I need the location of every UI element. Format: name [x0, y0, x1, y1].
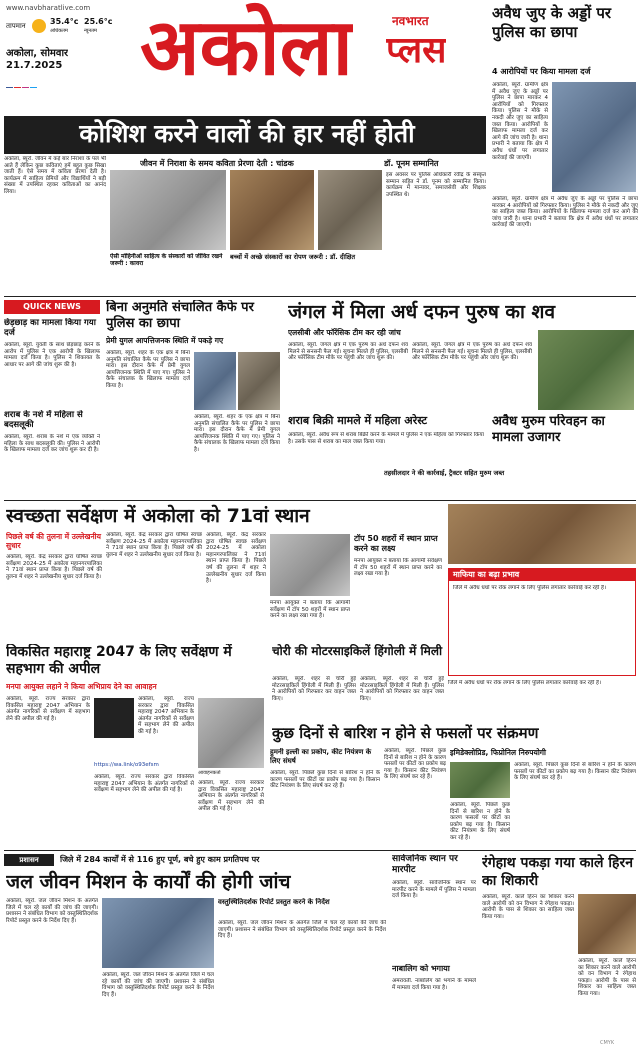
story-liquor — [286, 414, 486, 500]
headline: जंगल में मिला अर्ध दफन पुरुष का शव — [288, 301, 556, 323]
body-cont: अकोला, ब्यूरो. राज्य सरकार द्वारा विकसित महाराष्ट्र 2047 अभियान के अंतर्गत नागरिकों से सर्वेक्षण में सहभाग लेने की अपील की गई है। — [138, 696, 194, 735]
lead-caption-1: ऐसी मोहिनीओं साहित्य के संस्कारों को जीवित रखने जरूरी : कावरा — [110, 253, 223, 267]
body-cont-2: अकोला, ब्यूरो. पिछले कुछ दिनों से बारिश न होने के कारण फसलों पर कीटों का प्रकोप बढ़ गया है। किसान कीट नियंत्रण के लिए संघर्ष कर रहे हैं। — [514, 762, 636, 782]
story-rain — [104, 724, 636, 848]
lead-subhead: जीवन में निराशा के समय कविता प्रेरणा देती : चांडक — [140, 159, 294, 168]
body2: अमरावती. नाबालिग को भगाने के मामले में मामला दर्ज किया गया है। — [392, 978, 476, 991]
body-cont: अकोला, ब्यूरो. पिछले कुछ दिनों से बारिश न होने के कारण फसलों पर कीटों का प्रकोप बढ़ गया है। किसान कीट नियंत्रण के लिए संघर्ष कर रहे हैं। — [384, 748, 446, 781]
quick-item-1-body: अकोला, ब्यूरो. युवती के साथ छेड़छाड़ करने के आरोप में पुलिस ने एक आरोपी के खिलाफ मामला दर्ज किया है। पुलिस ने शिकायत के आधार पर आगे की जांच शुरू की है। — [4, 342, 100, 368]
divider — [4, 500, 636, 501]
subhead: वस्तुस्थितिदर्शक रिपोर्ट प्रस्तुत करने के निर्देश — [218, 898, 330, 906]
sub-left: हुमनी इल्ली का प्रकोप, कीट नियंत्रण के लिए संघर्ष — [270, 748, 372, 765]
story-cleanliness — [4, 504, 444, 640]
story-jal — [4, 854, 386, 1044]
brand-big: प्लस — [386, 30, 447, 71]
temp-min: 25.6°c — [84, 17, 113, 26]
lead-photo-name: डॉ. पूनम सम्मानित — [384, 159, 439, 168]
body: अकोला, ब्यूरो. केंद्र सरकार द्वारा घोषित स्वच्छ सर्वेक्षण 2024-25 में अकोला महानगरपालिका ने 71वां स्थान प्राप्त किया है। पिछले वर्ष की तुलना में शहर ने उल्लेखनीय सुधार दर्ज किया है। — [6, 554, 102, 580]
body-cont: अकोला, ब्यूरो. जल जीवन मिशन के अंतर्गत जिले में चल रहे कार्यों की जांच की जाएगी। प्रशासन ने संबंधित विभाग को वस्तुस्थितिदर्शक रिपोर्ट प्रस्तुत करने के निर्देश दिए हैं। — [102, 972, 214, 998]
quick-item-2-body: अकोला, ब्यूरो. शराब के नशे में एक व्यक्ति ने महिला के साथ बदसलूकी की। पुलिस ने आरोपी के खिलाफ मामला दर्ज कर जांच शुरू कर दी है। — [4, 434, 100, 454]
social-icons — [6, 79, 66, 88]
photo-body: मनपा आयुक्त ने बताया कि आगामी सर्वेक्षण में टॉप 50 शहरों में स्थान प्राप्त करने का लक्ष्य रखा गया है। — [270, 600, 350, 620]
headline: कुछ दिनों से बारिश न होने से फसलों पर संक्रमण — [272, 724, 539, 742]
headline: स्वच्छता सर्वेक्षण में अकोला को 71वां स्थान — [6, 505, 310, 527]
weather-label: तापमान — [6, 22, 26, 30]
body: अकोला, ब्यूरो. काले हिरन का शिकार करने वाले आरोपी को वन विभाग ने रंगेहाथ पकड़ा। आरोपी के पास से शिकार का साहित्य जब्त किया गया। — [482, 894, 574, 920]
story-public-place — [390, 854, 476, 1044]
police-photo — [552, 82, 636, 192]
subhead: 4 आरोपियों पर किया मामला दर्ज — [492, 67, 591, 76]
lead-photo-3 — [318, 170, 382, 250]
story-jungle — [286, 300, 636, 412]
mafia-box-body: जिले में अवैध धंधों पर रोक लगाने के लिए पुलिस लगातार कार्रवाई कर रही है। — [453, 585, 607, 591]
cafe-photo-1 — [194, 352, 236, 410]
headline: बिना अनुमति संचालित कैफे पर पुलिस का छापा — [106, 300, 254, 331]
issue-date: 21.7.2025 — [6, 60, 63, 71]
vision-link[interactable]: https://wa.link/o93efsm — [94, 762, 159, 768]
temp-max-label: अधिकतम — [50, 28, 68, 34]
body: अकोला, ब्यूरो. अवैध रूप से शराब बिक्री करने के मामले में पुलिस ने एक महिला को गिरफ्तार किया है। उसके पास से शराब का माल जब्त किया गया। — [288, 432, 484, 445]
story-cafe — [104, 300, 282, 500]
quick-news-label: QUICK NEWS — [4, 300, 100, 314]
jal-kicker: जिले में 284 कार्यों में से 116 हुए पूर्ण, बचे हुए काम प्रगतिपथ पर — [60, 855, 260, 864]
left-subhead: पिछले वर्ष की तुलना में उल्लेखनीय सुधार — [6, 532, 101, 550]
body: अकोला, ब्यूरो. पिछले कुछ दिनों से बारिश न होने के कारण फसलों पर कीटों का प्रकोप बढ़ गया है। किसान कीट नियंत्रण के लिए संघर्ष कर रहे हैं। — [270, 770, 380, 790]
headline: रंगेहाथ पकड़ा गया काले हिरन का शिकारी — [482, 855, 633, 889]
headline: अवैध मुरुम परिवहन का मामला उजागर — [492, 414, 605, 445]
page-color-mark: CMYK — [600, 1040, 615, 1046]
body-cont-3: अकोला, ब्यूरो. पिछले कुछ दिनों से बारिश न होने के कारण फसलों पर कीटों का प्रकोप बढ़ गया है। किसान कीट नियंत्रण के लिए संघर्ष कर रहे हैं। — [450, 802, 510, 841]
crop-photo — [450, 762, 510, 798]
lead-banner — [4, 116, 486, 154]
body-cont: अकोला, ब्यूरो. जंगल क्षेत्र में एक पुरुष का अर्ध दफन शव मिलने से सनसनी फैल गई। सूचना मिलते ही पुलिस, एलसीबी और फॉरेंसिक टीम मौके पर पहुंची और जांच शुरू की। — [412, 342, 532, 362]
lead-photo-1 — [110, 170, 226, 250]
municipal-photo — [270, 534, 350, 596]
city-day: अकोला, सोमवार — [6, 48, 69, 59]
body: अकोला, ब्यूरो. शहर से चोरी हुई मोटरसाइकिलें हिंगोली में मिली हैं। पुलिस ने आरोपियों को गिरफ्तार कर वाहन जब्त किए। — [272, 676, 356, 702]
right-column-body: जिले में अवैध धंधों पर रोक लगाने के लिए पुलिस लगातार कार्रवाई कर रही है। — [448, 680, 602, 686]
weather-widget — [6, 16, 116, 42]
photo-caption: आवाहनकर्ता — [198, 770, 221, 776]
sub2: नाबालिग को भगाया — [392, 964, 450, 973]
website-url[interactable]: www.navbharatlive.com — [6, 4, 91, 12]
sub-right: इमिडेक्लोप्रिड, फिप्रोनिल निरुपयोगी — [450, 748, 546, 757]
story-deer — [480, 854, 636, 1044]
body-cont-2: अकोला, ब्यूरो. राज्य सरकार द्वारा विकसित महाराष्ट्र 2047 अभियान के अंतर्गत नागरिकों से सर्वेक्षण में सहभाग लेने की अपील की गई है। — [94, 774, 194, 794]
quick-item-1-title: छेड़छाड़ का मामला किया गया दर्ज — [4, 318, 96, 338]
headline: विकसित महाराष्ट्र 2047 के लिए सर्वेक्षण में सहभाग की अपील — [6, 644, 232, 677]
story-gambling — [488, 0, 640, 260]
lead-caption-2: बच्चों में अच्छे संस्कारों का रोपण जरूरी : डॉ. दीक्षित — [230, 253, 356, 261]
mafia-box-title: माफिया का बढ़ा प्रभाव — [449, 569, 635, 581]
mafia-box — [448, 568, 636, 676]
lead-headline: कोशिश करने वालों की हार नहीं होती — [79, 119, 415, 148]
quick-news-column — [4, 300, 100, 500]
headline: अवैध जुए के अड्डों पर पुलिस का छापा — [492, 4, 611, 41]
headline: जल जीवन मिशन के कार्यों की होगी जांच — [6, 871, 291, 893]
body: अकोला, ब्यूरो. ग्रामीण क्षेत्र में अवैध जुए के अड्डों पर पुलिस ने छापा मारकर 4 आरोपियों को गिरफ्तार किया। पुलिस ने मौके से नकदी और जुए का साहित्य जब्त किया। आरोपियों के खिलाफ मामला दर्ज कर आगे की जांच जारी है। थाना प्रभारी ने बताया कि क्षेत्र में अवैध धंधों पर लगातार कार्रवाई की जाएगी। — [492, 82, 548, 161]
temp-min-label: न्यूनतम — [84, 28, 97, 34]
sun-icon — [32, 19, 46, 33]
body-cont-2: अकोला, ब्यूरो. केंद्र सरकार द्वारा घोषित स्वच्छ सर्वेक्षण 2024-25 में अकोला महानगरपालिका ने 71वां स्थान प्राप्त किया है। पिछले वर्ष की तुलना में शहर ने उल्लेखनीय सुधार दर्ज किया है। — [206, 532, 266, 585]
body-cont: अकोला, ब्यूरो. ग्रामीण क्षेत्र में अवैध जुए के अड्डों पर पुलिस ने छापा मारकर 4 आरोपियों को गिरफ्तार किया। पुलिस ने मौके से नकदी और जुए का साहित्य जब्त किया। आरोपियों के खिलाफ मामला दर्ज कर आगे की जांच जारी है। थाना प्रभारी ने बताया कि क्षेत्र में अवैध धंधों पर लगातार कार्रवाई की जाएगी। — [492, 196, 638, 229]
youtube-icon[interactable] — [14, 87, 21, 88]
headline: चोरी की मोटरसाइकिलें हिंगोली में मिली — [272, 644, 443, 658]
body-cont: अकोला, ब्यूरो. शहर से चोरी हुई मोटरसाइकिलें हिंगोली में मिली हैं। पुलिस ने आरोपियों को गिरफ्तार कर वाहन जब्त किए। — [360, 676, 444, 702]
twitter-icon[interactable] — [30, 87, 37, 88]
instagram-icon[interactable] — [22, 87, 29, 88]
body-cont-3: अकोला, ब्यूरो. राज्य सरकार द्वारा विकसित महाराष्ट्र 2047 अभियान के अंतर्गत नागरिकों से सर्वेक्षण में सहभाग लेने की अपील की गई है। — [198, 780, 264, 813]
newspaper-title: अकोला — [140, 2, 353, 93]
body-cont: अकोला, ब्यूरो. केंद्र सरकार द्वारा घोषित स्वच्छ सर्वेक्षण 2024-25 में अकोला महानगरपालिका ने 71वां स्थान प्राप्त किया है। पिछले वर्ष की तुलना में शहर ने उल्लेखनीय सुधार दर्ज किया है। — [106, 532, 202, 558]
subhead: एलसीबी और फॉरेंसिक टीम कर रही जांच — [288, 328, 401, 337]
body-cont-2: अकोला, ब्यूरो. जल जीवन मिशन के अंतर्गत जिले में चल रहे कार्यों की जांच की जाएगी। प्रशासन ने संबंधित विभाग को वस्तुस्थितिदर्शक रिपोर्ट प्रस्तुत करने के निर्देश दिए हैं। — [218, 920, 386, 940]
headline: शराब बिक्री मामले में महिला अरेस्ट — [288, 414, 428, 427]
tractor-photo — [448, 504, 636, 564]
quick-item-2-title: शराब के नशे में महिला से बदसलूकी — [4, 410, 83, 430]
body: अकोला, ब्यूरो. जल जीवन मिशन के अंतर्गत जिले में चल रहे कार्यों की जांच की जाएगी। प्रशासन ने संबंधित विभाग को वस्तुस्थितिदर्शक रिपोर्ट प्रस्तुत करने के निर्देश दिए हैं। — [6, 898, 98, 924]
lead-body-right: इस अवसर पर पुलिस अधिकारी रवींद्र के संस्कृत सम्मान सहित ने डॉ. पूनम को सम्मानित किया। कार्यक्रम में मान्यवर, समाजसेवी और शिक्षक उपस्थित थे। — [386, 172, 486, 198]
body-cont: अकोला, ब्यूरो. काले हिरन का शिकार करने वाले आरोपी को वन विभाग ने रंगेहाथ पकड़ा। आरोपी के पास से शिकार का साहित्य जब्त किया गया। — [578, 958, 636, 997]
story-murum — [490, 414, 636, 500]
lead-body: अकोला, ब्यूरो. जीवन में कई बार निराशा के पल भी आते हैं लेकिन कुछ कविताएं हमें बहुत कुछ सिखा जाती हैं। ऐसे समय में कविता प्रेरणा देती है। कार्यक्रम में साहित्य प्रेमियों और विद्यार्थियों ने बड़ी संख्या में उपस्थित रहकर कविताओं का आनंद लिया। — [4, 156, 106, 195]
subhead: मनपा आयुक्त लहाने ने किया अभिप्राय देने का आवाहन — [6, 682, 157, 691]
facebook-icon[interactable] — [6, 87, 13, 88]
cafe-photo-2 — [238, 352, 280, 410]
divider — [4, 296, 636, 297]
body: अकोला, ब्यूरो. सार्वजनिक स्थान पर मारपीट करने के मामले में पुलिस ने मामला दर्ज किया है। — [392, 880, 476, 900]
lead-photo-2 — [230, 170, 314, 250]
masthead — [0, 0, 490, 98]
deer-photo — [578, 894, 636, 954]
jal-photo — [102, 898, 214, 968]
murum-subhead: तहसीलदार ने की कार्रवाई, ट्रैक्टर सहित मुरुम जब्त — [384, 469, 505, 477]
temp-max: 35.4°c — [50, 17, 79, 26]
mid-body: मनपा आयुक्त ने बताया कि आगामी सर्वेक्षण में टॉप 50 शहरों में स्थान प्राप्त करने का लक्ष्य रखा गया है। — [354, 558, 442, 578]
divider — [4, 850, 636, 851]
body-cont: अकोला, ब्यूरो. शहर के एक क्षेत्र में बिना अनुमति संचालित कैफे पर पुलिस ने छापा मारा। इस दौरान कैफे में प्रेमी युगल आपत्तिजनक स्थिति में पाए गए। पुलिस ने कैफे संचालक के खिलाफ मामला दर्ज किया है। — [194, 414, 280, 453]
subhead: प्रेमी युगल आपत्तिजनक स्थिति में पकड़े गए — [106, 336, 224, 345]
jal-tag: प्रशासन — [4, 854, 54, 866]
brand-small: नवभारत — [392, 14, 429, 28]
body: अकोला, ब्यूरो. शहर के एक क्षेत्र में बिना अनुमति संचालित कैफे पर पुलिस ने छापा मारा। इस दौरान कैफे में प्रेमी युगल आपत्तिजनक स्थिति में पाए गए। पुलिस ने कैफे संचालक के खिलाफ मामला दर्ज किया है। — [106, 350, 190, 389]
mid-subhead: टॉप 50 शहरों में स्थान प्राप्त करने का लक्ष्य — [354, 534, 438, 553]
body: अकोला, ब्यूरो. जंगल क्षेत्र में एक पुरुष का अर्ध दफन शव मिलने से सनसनी फैल गई। सूचना मिलते ही पुलिस, एलसीबी और फॉरेंसिक टीम मौके पर पहुंची और जांच शुरू की। — [288, 342, 408, 362]
headline: सार्वजनिक स्थान पर मारपीट — [392, 854, 458, 875]
body: अकोला, ब्यूरो. राज्य सरकार द्वारा विकसित महाराष्ट्र 2047 अभियान के अंतर्गत नागरिकों से सर्वेक्षण में सहभाग लेने की अपील की गई है। — [6, 696, 90, 722]
jungle-photo — [538, 330, 634, 410]
story-bikes — [270, 644, 446, 724]
